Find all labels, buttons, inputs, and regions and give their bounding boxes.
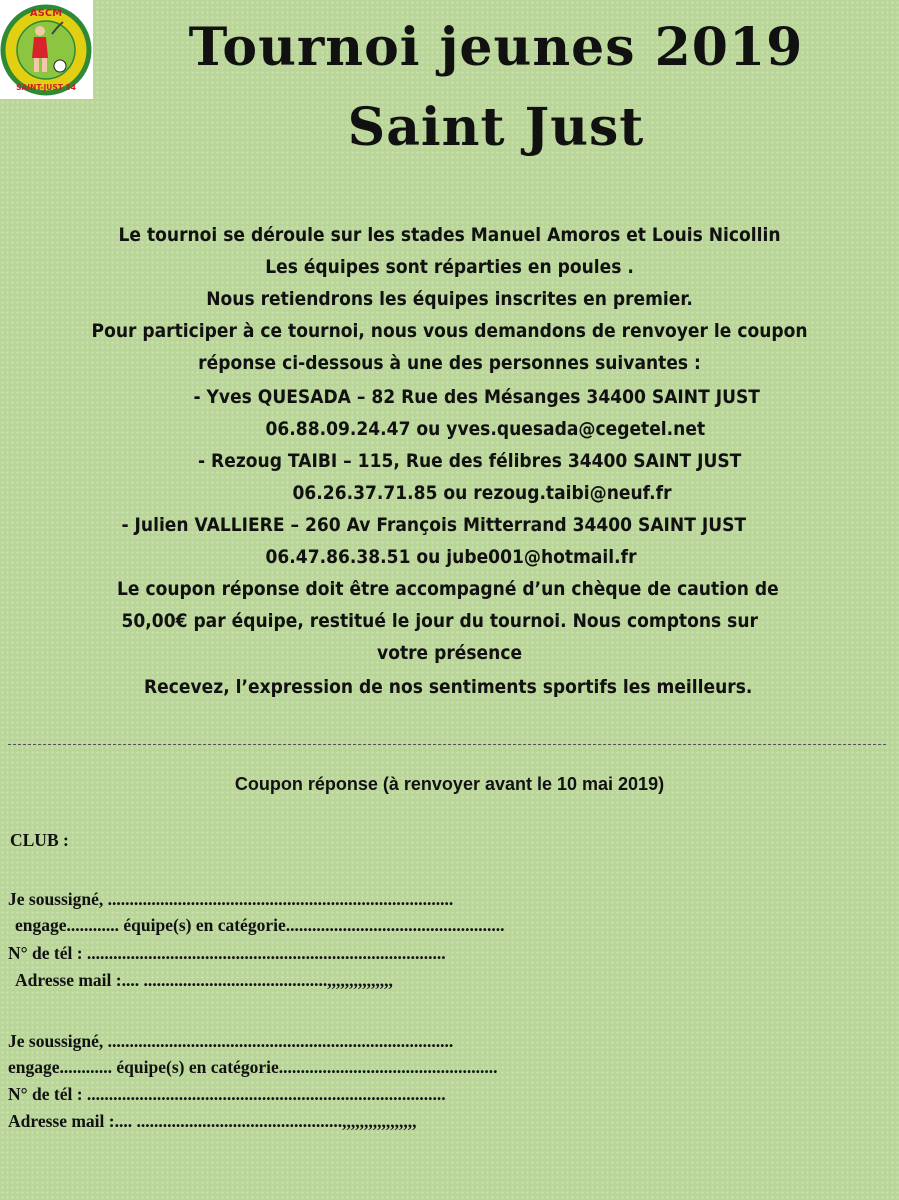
body-line: réponse ci-dessous à une des personnes suivantes : [198,352,701,374]
contact-1-address: - Yves QUESADA – 82 Rue des Mésanges 34400 SAINT JUST [193,386,760,408]
logo-bottom-text: SAINT-JUST 34 [16,83,76,92]
form-1-name-field[interactable]: Je soussigné, ............................................................................... [8,889,454,909]
body-line: Pour participer à ce tournoi, nous vous demandons de renvoyer le coupon [91,320,808,342]
page-title-line-1: Tournoi jeunes 2019 [188,17,804,78]
body-line: 50,00€ par équipe, restitué le jour du tournoi. Nous comptons sur [121,610,758,632]
form-1-email-field[interactable]: Adresse mail :.... ..........................................,,,,,,,,,,,,,,, [15,970,393,990]
form-2-email-field[interactable]: Adresse mail :.... ...............................................,,,,,,,,,,,,,,,,, [8,1111,417,1131]
contact-1-phone-email: 06.88.09.24.47 ou yves.quesada@cegetel.net [265,418,706,440]
contact-3-address: - Julien VALLIERE – 260 Av François Mitterrand 34400 SAINT JUST [121,514,747,536]
coupon-title: Coupon réponse (à renvoyer avant le 10 mai 2019) [234,774,665,794]
cut-line-divider [8,744,886,745]
closing-line: Recevez, l’expression de nos sentiments sportifs les meilleurs. [144,676,753,698]
contact-2-address: - Rezoug TAIBI – 115, Rue des félibres 34400 SAINT JUST [198,450,742,472]
form-1-phone-field[interactable]: N° de tél : .................................................................................. [8,943,446,963]
contact-2-phone-email: 06.26.37.71.85 ou rezoug.taibi@neuf.fr [292,482,672,504]
contact-3-phone-email: 06.47.86.38.51 ou jube001@hotmail.fr [265,546,637,568]
body-line: Les équipes sont réparties en poules . [265,256,634,278]
form-2-name-field[interactable]: Je soussigné, ............................................................................... [8,1031,454,1051]
form-1-team-field[interactable]: engage............ équipe(s) en catégorie.................................................. [15,915,505,935]
logo-top-text: ASCM [29,8,63,19]
body-line: Le coupon réponse doit être accompagné d’un chèque de caution de [117,578,779,600]
club-logo [0,0,93,99]
club-field[interactable]: CLUB : [10,830,69,850]
body-line: Le tournoi se déroule sur les stades Manuel Amoros et Louis Nicollin [118,224,781,246]
body-line: Nous retiendrons les équipes inscrites en premier. [206,288,693,310]
form-2-team-field[interactable]: engage............ équipe(s) en catégorie.................................................. [8,1057,498,1077]
form-2-phone-field[interactable]: N° de tél : .................................................................................. [8,1084,446,1104]
page-title-line-2: Saint Just [347,97,645,158]
body-line: votre présence [377,642,523,664]
